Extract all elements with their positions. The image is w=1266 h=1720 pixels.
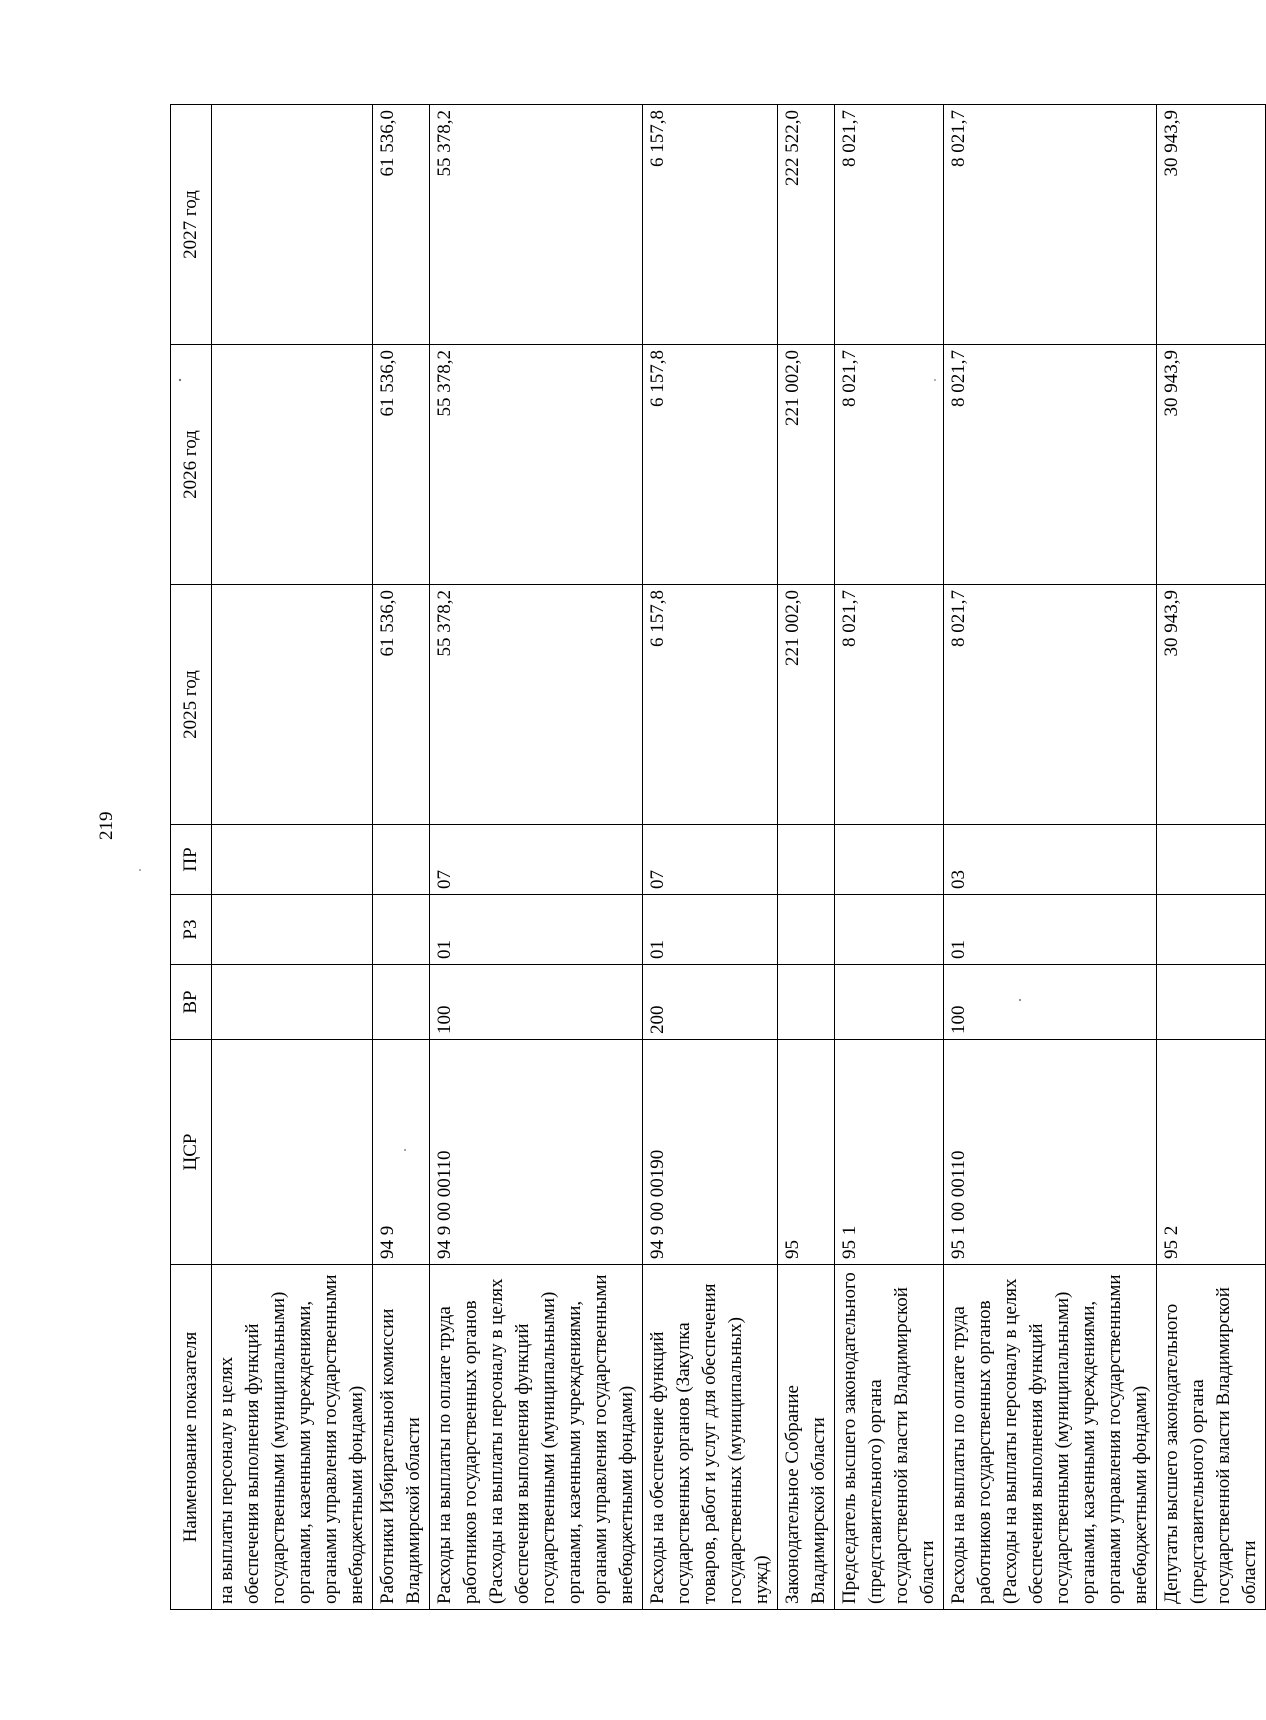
table-row — [835, 105, 944, 1610]
page-number: 219 — [96, 811, 117, 840]
header-2025: 2025 год — [171, 585, 212, 825]
cell-2025: 6 157,8 — [643, 585, 778, 825]
cell-pr — [835, 825, 944, 895]
cell-name: Расходы на обеспечение функций государственных органов (Закупка товаров, работ и услуг для обеспечения государственных (муниципальных) нужд) — [643, 1265, 778, 1610]
cell-csr: 95 1 — [835, 1040, 944, 1265]
cell-2027: 30 943,9 — [1157, 105, 1266, 345]
cell-name: Расходы на выплаты по оплате труда работников государственных органов (Расходы на выплаты персоналу в целях обеспечения выполнения функций государственными (муниципальными) органами, казенными учреждениями, органами управления государственными внебюджетными фондами) — [430, 1265, 643, 1610]
table-row — [944, 105, 1157, 1610]
cell-rz — [778, 895, 835, 965]
table-header-row — [171, 105, 212, 1610]
cell-2026: 8 021,7 — [835, 345, 944, 585]
cell-rz — [212, 895, 373, 965]
cell-name: Работники Избирательной комиссии Владимирской области — [373, 1265, 430, 1610]
cell-2025: 61 536,0 — [373, 585, 430, 825]
cell-pr: 03 — [944, 825, 1157, 895]
cell-vr: 100 — [430, 965, 643, 1040]
cell-2027: 61 536,0 — [373, 105, 430, 345]
table-row — [643, 105, 778, 1610]
cell-2025 — [212, 585, 373, 825]
cell-pr: 07 — [643, 825, 778, 895]
cell-pr — [778, 825, 835, 895]
cell-2027: 6 157,8 — [643, 105, 778, 345]
table-row — [1157, 105, 1266, 1610]
cell-2027: 55 378,2 — [430, 105, 643, 345]
cell-name: Законодательное Собрание Владимирской области — [778, 1265, 835, 1610]
cell-2025: 8 021,7 — [944, 585, 1157, 825]
cell-name: Расходы на выплаты по оплате труда работников государственных органов (Расходы на выплаты персоналу в целях обеспечения выполнения функций государственными (муниципальными) органами, казенными учреждениями, органами управления государственными внебюджетными фондами) — [944, 1265, 1157, 1610]
cell-csr: 94 9 00 00110 — [430, 1040, 643, 1265]
cell-rz — [373, 895, 430, 965]
cell-2027 — [212, 105, 373, 345]
cell-rz — [1157, 895, 1266, 965]
cell-name: на выплаты персоналу в целях обеспечения выполнения функций государственными (муниципальными) органами, казенными учреждениями, органами управления государственными внебюджетными фондами) — [212, 1265, 373, 1610]
cell-2026 — [212, 345, 373, 585]
header-pr: ПР — [171, 825, 212, 895]
cell-rz: 01 — [430, 895, 643, 965]
cell-csr: 95 2 — [1157, 1040, 1266, 1265]
cell-rz: 01 — [643, 895, 778, 965]
header-2026: 2026 год — [171, 345, 212, 585]
cell-2026: 6 157,8 — [643, 345, 778, 585]
cell-2027: 8 021,7 — [944, 105, 1157, 345]
budget-table — [170, 104, 1266, 1610]
cell-name: Председатель высшего законодательного (представительного) органа государственной власти Владимирской области — [835, 1265, 944, 1610]
cell-2026: 221 002,0 — [778, 345, 835, 585]
cell-2025: 8 021,7 — [835, 585, 944, 825]
table-row — [212, 105, 373, 1610]
cell-pr — [1157, 825, 1266, 895]
cell-2025: 30 943,9 — [1157, 585, 1266, 825]
cell-rz: 01 — [944, 895, 1157, 965]
cell-vr: 200 — [643, 965, 778, 1040]
table-row — [430, 105, 643, 1610]
cell-vr — [212, 965, 373, 1040]
cell-name: Депутаты высшего законодательного (представительного) органа государственной власти Владимирской области — [1157, 1265, 1266, 1610]
cell-2026: 61 536,0 — [373, 345, 430, 585]
cell-vr — [778, 965, 835, 1040]
cell-2027: 8 021,7 — [835, 105, 944, 345]
cell-csr: 94 9 — [373, 1040, 430, 1265]
header-rz: РЗ — [171, 895, 212, 965]
cell-vr — [373, 965, 430, 1040]
table-row — [373, 105, 430, 1610]
cell-2026: 8 021,7 — [944, 345, 1157, 585]
cell-vr — [835, 965, 944, 1040]
header-2027: 2027 год — [171, 105, 212, 345]
cell-pr: 07 — [430, 825, 643, 895]
cell-csr — [212, 1040, 373, 1265]
cell-csr: 95 — [778, 1040, 835, 1265]
cell-2027: 222 522,0 — [778, 105, 835, 345]
cell-2025: 221 002,0 — [778, 585, 835, 825]
cell-vr — [1157, 965, 1266, 1040]
cell-vr: 100 — [944, 965, 1157, 1040]
cell-rz — [835, 895, 944, 965]
rotated-table-wrapper — [170, 105, 1260, 1610]
cell-2026: 55 378,2 — [430, 345, 643, 585]
header-csr: ЦСР — [171, 1040, 212, 1265]
header-vr: ВР — [171, 965, 212, 1040]
cell-2025: 55 378,2 — [430, 585, 643, 825]
cell-2026: 30 943,9 — [1157, 345, 1266, 585]
cell-csr: 94 9 00 00190 — [643, 1040, 778, 1265]
header-name: Наименование показателя — [171, 1265, 212, 1610]
cell-csr: 95 1 00 00110 — [944, 1040, 1157, 1265]
table-row — [778, 105, 835, 1610]
cell-pr — [212, 825, 373, 895]
cell-pr — [373, 825, 430, 895]
